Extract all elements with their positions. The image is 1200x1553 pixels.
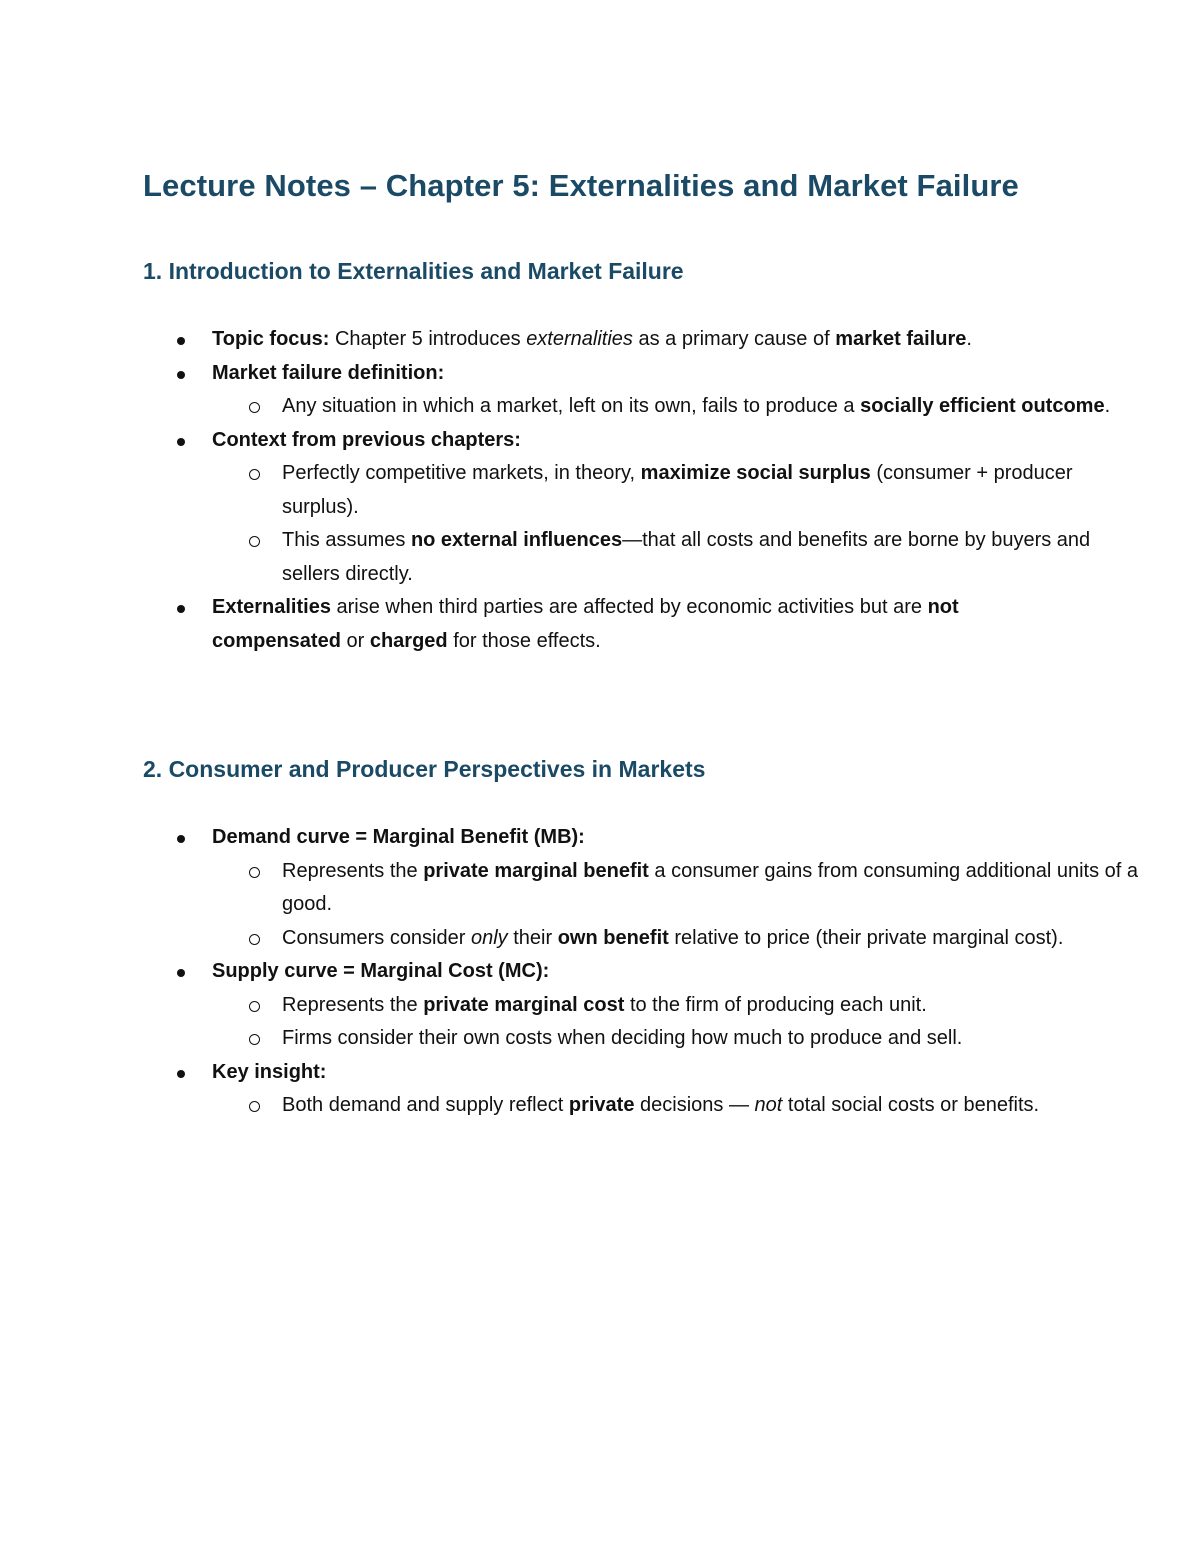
circle-bullet-icon	[249, 934, 260, 945]
section-1-heading: 1. Introduction to Externalities and Market Failure	[143, 258, 684, 284]
sub-item: Represents the private marginal benefit a consumer gains from consuming additional units of a good.	[212, 855, 1143, 922]
bullet-market-failure: Market failure definition: Any situation in which a market, left on its own, fails to produce a socially efficient outcome.	[143, 357, 1073, 424]
circle-bullet-icon	[249, 536, 260, 547]
circle-bullet-icon	[249, 867, 260, 878]
bullet-icon	[177, 605, 185, 613]
sub-list	[212, 989, 1073, 1056]
bullet-topic-focus: Topic focus: Chapter 5 introduces externalities as a primary cause of market failure.	[143, 323, 1073, 357]
sub-item: Consumers consider only their own benefit relative to price (their private marginal cost).	[212, 922, 1143, 956]
sub-list	[212, 1089, 1073, 1123]
circle-bullet-icon	[249, 1101, 260, 1112]
sub-item: Perfectly competitive markets, in theory, maximize social surplus (consumer + producer surplus).	[212, 457, 1143, 524]
sub-item: Any situation in which a market, left on its own, fails to produce a socially efficient outcome.	[212, 390, 1143, 424]
section-2-list	[143, 821, 1138, 1123]
bullet-icon	[177, 835, 185, 843]
section-1-list	[143, 323, 1111, 658]
bullet-icon	[177, 438, 185, 446]
bullet-demand-curve: Demand curve = Marginal Benefit (MB): Represents the private marginal benefit a consumer gains from consuming additional units of a good. Consumers consider only their own benefit relative to price (their private marginal cost).	[143, 821, 1073, 955]
circle-bullet-icon	[249, 402, 260, 413]
document-title: Lecture Notes – Chapter 5: Externalities and Market Failure	[143, 168, 1019, 203]
bullet-externalities: Externalities arise when third parties are affected by economic activities but are not compensated or charged for those effects.	[143, 591, 1073, 658]
sub-item: This assumes no external influences—that all costs and benefits are borne by buyers and sellers directly.	[212, 524, 1143, 591]
bullet-key-insight: Key insight: Both demand and supply reflect private decisions — not total social costs or benefits.	[143, 1056, 1073, 1123]
circle-bullet-icon	[249, 1001, 260, 1012]
circle-bullet-icon	[249, 469, 260, 480]
sub-item: Firms consider their own costs when deciding how much to produce and sell.	[212, 1022, 1143, 1056]
bullet-icon	[177, 337, 185, 345]
circle-bullet-icon	[249, 1034, 260, 1045]
bullet-icon	[177, 1070, 185, 1078]
sub-list	[212, 390, 1111, 424]
bullet-context: Context from previous chapters: Perfectly competitive markets, in theory, maximize social surplus (consumer + producer surplus). This assumes no external influences—that all costs and benefits are borne by buyers and sellers directly.	[143, 424, 1073, 592]
bullet-icon	[177, 371, 185, 379]
sub-list	[212, 457, 1091, 591]
sub-list	[212, 855, 1138, 956]
bullet-icon	[177, 969, 185, 977]
sub-item: Represents the private marginal cost to the firm of producing each unit.	[212, 989, 1143, 1023]
sub-item: Both demand and supply reflect private decisions — not total social costs or benefits.	[212, 1089, 1143, 1123]
bullet-supply-curve: Supply curve = Marginal Cost (MC): Represents the private marginal cost to the firm of producing each unit. Firms consider their own costs when deciding how much to produce and sell.	[143, 955, 1073, 1056]
section-2-heading: 2. Consumer and Producer Perspectives in Markets	[143, 756, 706, 782]
document-page	[143, 160, 1138, 1123]
